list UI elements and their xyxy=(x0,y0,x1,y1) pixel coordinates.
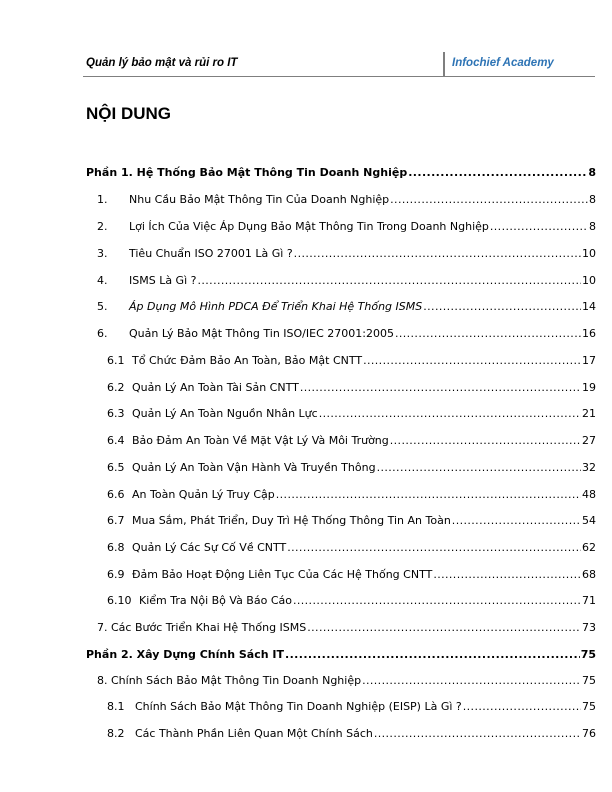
header-doc-title: Quản lý bảo mật và rủi ro IT xyxy=(86,57,238,69)
toc-entry-8-2[interactable] xyxy=(107,726,596,742)
toc-entry-page: 27 xyxy=(582,434,596,447)
toc-entry-6-4[interactable] xyxy=(107,433,596,449)
toc-entry-6[interactable] xyxy=(97,326,596,342)
toc-entry-text: Mua Sắm, Phát Triển, Duy Trì Hệ Thống Thông Tin An Toàn xyxy=(132,514,451,527)
toc-entry-text: Các Thành Phần Liên Quan Một Chính Sách xyxy=(135,727,373,740)
toc-entry-page: 10 xyxy=(582,247,596,260)
toc-entry-page: 54 xyxy=(582,514,596,527)
toc-entry-8[interactable] xyxy=(97,673,596,689)
toc-leader xyxy=(293,593,581,609)
toc-entry-page: 76 xyxy=(582,727,596,740)
toc-entry-text: ISMS Là Gì ? xyxy=(129,274,197,287)
toc-entry-6-9[interactable] xyxy=(107,567,596,583)
toc-entry-page: 14 xyxy=(582,300,596,313)
toc-entry-page: 8 xyxy=(589,220,596,233)
toc-entry-1[interactable] xyxy=(97,192,596,208)
toc-entry-number: 8.2 xyxy=(107,727,125,740)
toc-leader xyxy=(287,540,581,556)
toc-entry-text: Nhu Cầu Bảo Mật Thông Tin Của Doanh Nghiệp xyxy=(129,193,390,206)
toc-entry-number: 6.8 xyxy=(107,541,125,554)
toc-entry-text: Quản Lý An Toàn Nguồn Nhân Lực xyxy=(132,407,318,420)
toc-entry-6-7[interactable] xyxy=(107,513,596,529)
toc-entry-6-5[interactable] xyxy=(107,460,596,476)
toc-entry-page: 48 xyxy=(582,488,596,501)
toc-entry-text: An Toàn Quản Lý Truy Cập xyxy=(132,488,275,501)
toc-entry-8-1[interactable] xyxy=(107,699,596,715)
toc-entry-page: 10 xyxy=(582,274,596,287)
toc-entry-page: 62 xyxy=(582,541,596,554)
toc-entry-page: 32 xyxy=(582,461,596,474)
toc-leader xyxy=(452,513,581,529)
toc-leader xyxy=(390,433,581,449)
toc-leader xyxy=(300,380,581,396)
toc-entry-number: 3. xyxy=(97,247,108,260)
toc-entry-6-3[interactable] xyxy=(107,406,596,422)
toc-leader xyxy=(390,192,588,208)
toc-entry-page: 8 xyxy=(588,166,596,179)
toc-entry-number: 6.1 xyxy=(107,354,125,367)
toc-leader xyxy=(276,487,581,503)
toc-leader xyxy=(294,246,581,262)
toc-entry-page: 21 xyxy=(582,407,596,420)
toc-entry-number: 6.2 xyxy=(107,381,125,394)
toc-entry-page: 71 xyxy=(582,594,596,607)
toc-entry-number: 2. xyxy=(97,220,108,233)
page-title: NỘI DUNG xyxy=(86,104,171,123)
toc-entry-text: Quản Lý An Toàn Tài Sản CNTT xyxy=(132,381,299,394)
toc-entry-6-6[interactable] xyxy=(107,487,596,503)
toc-leader xyxy=(285,647,580,663)
header-publisher: Infochief Academy xyxy=(452,57,554,69)
toc-entry-number: 6.3 xyxy=(107,407,125,420)
toc-leader xyxy=(319,406,581,422)
toc-leader xyxy=(197,273,581,289)
toc-entry-text: Áp Dụng Mô Hình PDCA Để Triển Khai Hệ Thống ISMS xyxy=(129,300,423,313)
toc-entry-text: Quản Lý Bảo Mật Thông Tin ISO/IEC 27001:2005 xyxy=(129,327,394,340)
toc-entry-text: 8. Chính Sách Bảo Mật Thông Tin Doanh Nghiệp xyxy=(97,674,362,687)
toc-entry-page: 17 xyxy=(582,354,596,367)
toc-entry-number: 4. xyxy=(97,274,108,287)
toc-entry-page: 8 xyxy=(589,193,596,206)
toc-entry-text: Lợi Ích Của Việc Áp Dụng Bảo Mật Thông Tin Trong Doanh Nghiệp xyxy=(129,220,489,233)
toc-entry-part-1[interactable] xyxy=(86,165,596,181)
toc-entry-5[interactable] xyxy=(97,299,596,315)
toc-entry-text: 7. Các Bước Triển Khai Hệ Thống ISMS xyxy=(97,621,307,634)
toc-entry-part-2[interactable] xyxy=(86,647,596,663)
toc-leader xyxy=(374,726,581,742)
toc-entry-page: 75 xyxy=(582,674,596,687)
toc-entry-number: 6.5 xyxy=(107,461,125,474)
toc-entry-text: Chính Sách Bảo Mật Thông Tin Doanh Nghiệp (EISP) Là Gì ? xyxy=(135,700,462,713)
toc-leader xyxy=(377,460,581,476)
toc-entry-text: Tổ Chức Đảm Bảo An Toàn, Bảo Mật CNTT xyxy=(132,354,363,367)
toc-entry-number: 6.6 xyxy=(107,488,125,501)
toc-entry-text: Phần 1. Hệ Thống Bảo Mật Thông Tin Doanh Nghiệp xyxy=(86,166,408,179)
toc-entry-number: 1. xyxy=(97,193,108,206)
toc-entry-number: 6.9 xyxy=(107,568,125,581)
toc-entry-number: 6. xyxy=(97,327,108,340)
toc-leader xyxy=(423,299,581,315)
toc-entry-text: Quản Lý An Toàn Vận Hành Và Truyền Thông xyxy=(132,461,376,474)
toc-entry-page: 19 xyxy=(582,381,596,394)
toc-leader xyxy=(408,165,587,181)
toc-leader xyxy=(490,219,588,235)
toc-entry-3[interactable] xyxy=(97,246,596,262)
toc-entry-text: Đảm Bảo Hoạt Động Liên Tục Của Các Hệ Thống CNTT xyxy=(132,568,433,581)
toc-entry-number: 8.1 xyxy=(107,700,125,713)
toc-leader xyxy=(463,699,581,715)
toc-entry-7[interactable] xyxy=(97,620,596,636)
toc-entry-6-10[interactable] xyxy=(107,593,596,609)
toc-leader xyxy=(307,620,581,636)
toc-entry-page: 75 xyxy=(582,700,596,713)
toc-entry-text: Phần 2. Xây Dựng Chính Sách IT xyxy=(86,648,284,661)
toc-entry-text: Bảo Đảm An Toàn Về Mặt Vật Lý Và Môi Trường xyxy=(132,434,389,447)
toc-entry-number: 6.10 xyxy=(107,594,132,607)
toc-leader xyxy=(363,353,581,369)
toc-entry-text: Kiểm Tra Nội Bộ Và Báo Cáo xyxy=(139,594,292,607)
toc-leader xyxy=(433,567,581,583)
toc-entry-page: 68 xyxy=(582,568,596,581)
toc-leader xyxy=(395,326,581,342)
toc-entry-6-8[interactable] xyxy=(107,540,596,556)
toc-entry-2[interactable] xyxy=(97,219,596,235)
toc-entry-page: 16 xyxy=(582,327,596,340)
toc-entry-6-2[interactable] xyxy=(107,380,596,396)
toc-entry-4[interactable] xyxy=(97,273,596,289)
toc-entry-number: 6.4 xyxy=(107,434,125,447)
toc-entry-text: Tiêu Chuẩn ISO 27001 Là Gì ? xyxy=(129,247,293,260)
toc-entry-page: 75 xyxy=(580,648,596,661)
toc-entry-page: 73 xyxy=(582,621,596,634)
toc-entry-number: 5. xyxy=(97,300,108,313)
toc-entry-text: Quản Lý Các Sự Cố Về CNTT xyxy=(132,541,287,554)
toc-leader xyxy=(362,673,581,689)
toc-entry-6-1[interactable] xyxy=(107,353,596,369)
toc-entry-number: 6.7 xyxy=(107,514,125,527)
